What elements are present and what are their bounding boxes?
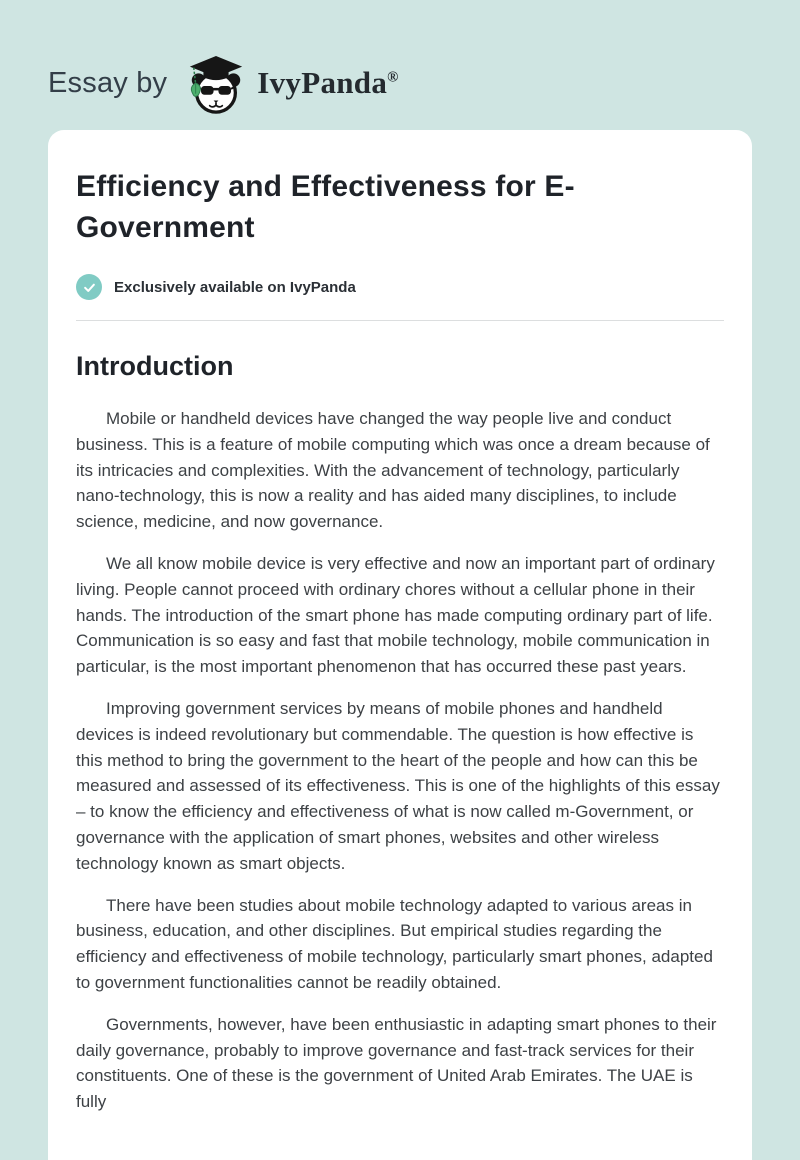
registered-trademark: ®: [387, 69, 399, 86]
panda-graduate-icon: [185, 54, 247, 116]
paragraph: There have been studies about mobile technology adapted to various areas in business, education, and other disciplines. But empirical studies regarding the efficiency and effectiveness of mobile technology, particularly smart phones, adapted to government functionalities cannot be readily obtained.: [76, 895, 713, 992]
page-header: [0, 0, 800, 126]
article-title: Efficiency and Effectiveness for E-Government: [76, 170, 575, 244]
brand-name: IvyPanda: [257, 65, 388, 100]
availability-badge: [76, 274, 724, 300]
paragraph: We all know mobile device is very effective and now an important part of ordinary living. People cannot proceed with ordinary chores without a cellular phone in their hands. The introduction of the smart phone has made computing ordinary part of life. Communication is so easy and fast that mobile technology, mobile communication in particular, is the most important phenomenon that has occurred these past years.: [76, 553, 715, 677]
essay-card: [48, 130, 752, 1160]
essay-by-label: Essay by: [48, 66, 168, 99]
availability-badge-label: Exclusively available on IvyPanda: [114, 278, 356, 296]
paragraph: Governments, however, have been enthusiastic in adapting smart phones to their daily governance, probably to improve governance and fast-track services for their constituents. One of these is the government of United Arab Emirates. The UAE is fully: [76, 1014, 717, 1112]
divider: [76, 320, 724, 321]
paragraph: Improving government services by means of mobile phones and handheld devices is indeed revolutionary but commendable. The question is how effective is this method to bring the government to the heart of the people and how can this be measured and assessed of its effectiveness. This is one of the highlights of this essay – to know the efficiency and effectiveness of what is now called m-Government, or governance with the application of smart phones, websites and other wireless technology known as smart objects.: [76, 698, 720, 873]
paragraph: Mobile or handheld devices have changed the way people live and conduct business. This is a feature of mobile computing which was once a dream because of its intricacies and complexities. With the advancement of technology, particularly nano-technology, this is now a reality and has aided many disciplines, to include science, medicine, and now governance.: [76, 409, 710, 532]
brand-wordmark: [257, 65, 398, 101]
essay-body: [76, 406, 724, 1115]
check-icon: [76, 274, 102, 300]
section-heading-introduction: Introduction: [76, 351, 234, 381]
